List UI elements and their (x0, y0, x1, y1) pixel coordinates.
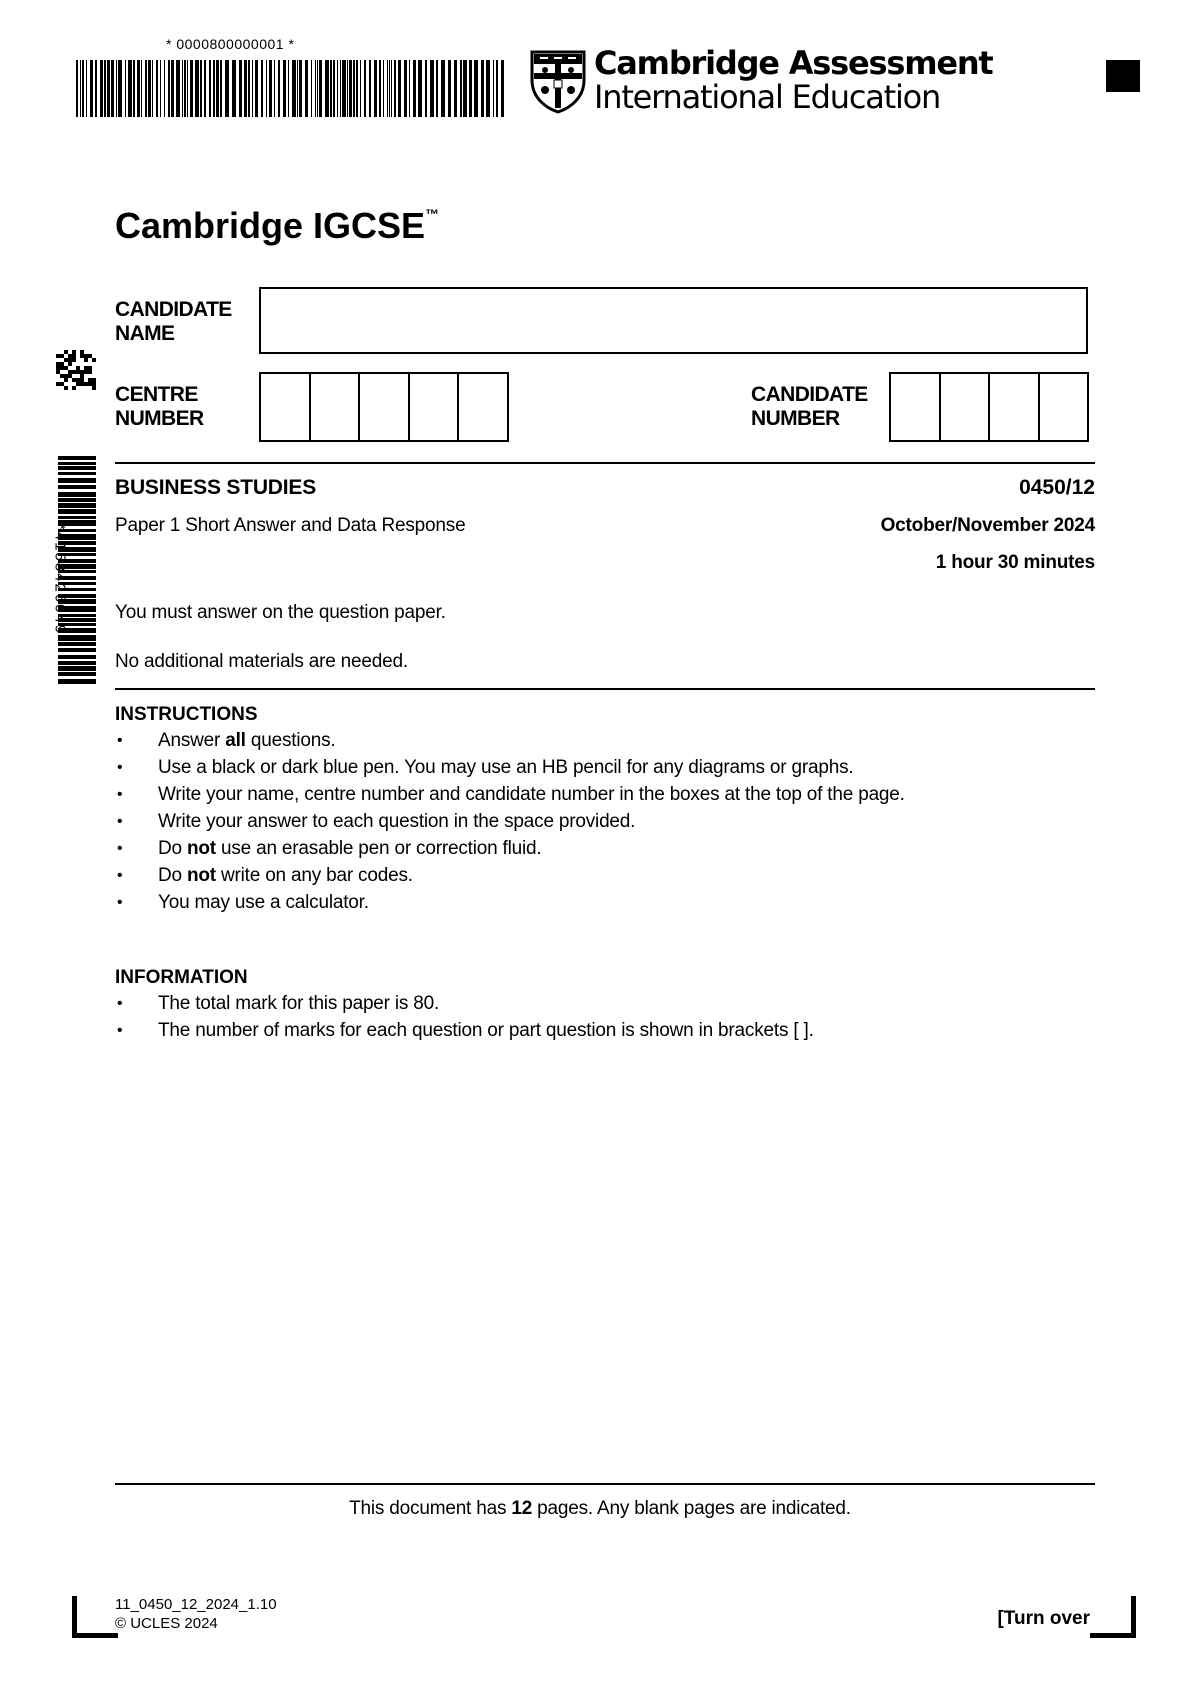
candidate-name-label-line2: NAME (115, 322, 175, 345)
centre-number-digit-box[interactable] (459, 374, 507, 440)
list-item-text: not (186, 865, 216, 886)
bullet-icon: • (117, 813, 123, 830)
bullet-icon: • (117, 732, 123, 749)
document-code: 11_0450_12_2024_1.10 (115, 1596, 277, 1613)
list-item-text: questions. (245, 730, 336, 751)
page-count-post: pages. Any blank pages are indicated. (532, 1498, 851, 1519)
page-count-pre: This document has (349, 1498, 512, 1519)
candidate-number-digit-box[interactable] (941, 374, 991, 440)
information-title: INFORMATION (115, 967, 248, 988)
candidate-number-digit-box[interactable] (1040, 374, 1088, 440)
side-barcode-number: *4158426049* (51, 523, 69, 644)
list-item-text: write on any bar codes. (215, 865, 413, 886)
qr-code (56, 350, 96, 390)
centre-number-label-line1: CENTRE (115, 383, 198, 406)
centre-number-digit-box[interactable] (410, 374, 460, 440)
list-item-text: The total mark for this paper is 80. (158, 993, 440, 1014)
centre-number-field[interactable] (259, 372, 509, 442)
copyright: © UCLES 2024 (115, 1615, 218, 1632)
qualification-name: Cambridge IGCSE (115, 205, 426, 246)
list-item (115, 808, 1095, 835)
trademark-symbol: ™ (425, 206, 440, 222)
centre-number-label-line2: NUMBER (115, 407, 204, 430)
candidate-number-label (751, 383, 868, 431)
candidate-name-field[interactable] (259, 287, 1088, 354)
instructions-list (115, 727, 1095, 916)
bullet-icon: • (117, 1022, 123, 1039)
centre-number-digit-box[interactable] (360, 374, 410, 440)
list-item-text: use an erasable pen or correction fluid. (215, 838, 542, 859)
logo-line-1: Cambridge Assessment (594, 44, 993, 82)
list-item (115, 862, 1095, 889)
candidate-number-digit-box[interactable] (891, 374, 941, 440)
candidate-number-field[interactable] (889, 372, 1089, 442)
divider-top (115, 462, 1095, 464)
paper-title: Paper 1 Short Answer and Data Response (115, 515, 466, 536)
list-item-text: You may use a calculator. (158, 892, 369, 913)
cambridge-shield-icon (530, 50, 586, 114)
centre-number-digit-box[interactable] (311, 374, 361, 440)
bullet-icon: • (117, 894, 123, 911)
exam-session: October/November 2024 (880, 515, 1095, 536)
list-item-text: not (186, 838, 216, 859)
crop-mark-left (72, 1596, 118, 1638)
page-count-note (0, 1498, 1200, 1520)
logo-wordmark (594, 46, 993, 114)
list-item (115, 835, 1095, 862)
page-count-number: 12 (511, 1498, 533, 1519)
list-item (115, 754, 1095, 781)
instructions-title: INSTRUCTIONS (115, 704, 258, 725)
centre-number-digit-box[interactable] (261, 374, 311, 440)
list-item (115, 1017, 1095, 1044)
list-item-text: Use a black or dark blue pen. You may use an HB pencil for any diagrams or graphs. (158, 757, 854, 778)
paper-code: 0450/12 (1019, 476, 1095, 499)
candidate-number-label-line2: NUMBER (751, 407, 840, 430)
list-item (115, 990, 1095, 1017)
list-item (115, 727, 1095, 754)
exam-duration: 1 hour 30 minutes (935, 552, 1095, 573)
bullet-icon: • (117, 759, 123, 776)
list-item-text: Write your answer to each question in the space provided. (158, 811, 636, 832)
qualification-title (115, 205, 439, 247)
document-reference (115, 1595, 277, 1633)
bullet-icon: • (117, 867, 123, 884)
barcode-number: * 0000800000001 * (166, 36, 295, 52)
bullet-icon: • (117, 786, 123, 803)
candidate-number-digit-box[interactable] (990, 374, 1040, 440)
answer-note: You must answer on the question paper. (115, 602, 446, 623)
list-item-text: all (225, 730, 246, 751)
divider-bottom (115, 1483, 1095, 1485)
crop-mark-right (1090, 1596, 1136, 1638)
list-item-text: Do (158, 838, 187, 859)
divider-middle (115, 688, 1095, 690)
logo-line-2: International Education (594, 78, 941, 116)
candidate-number-label-line1: CANDIDATE (751, 383, 868, 406)
list-item (115, 781, 1095, 808)
list-item-text: The number of marks for each question or part question is shown in brackets [ ]. (158, 1020, 814, 1041)
information-list (115, 990, 1095, 1044)
candidate-name-label (115, 298, 232, 346)
list-item-text: Answer (158, 730, 226, 751)
list-item-text: Write your name, centre number and candidate number in the boxes at the top of the page. (158, 784, 905, 805)
registration-square (1106, 60, 1140, 92)
list-item-text: Do (158, 865, 187, 886)
centre-number-label (115, 383, 204, 431)
turn-over-label: [Turn over (997, 1608, 1090, 1629)
list-item (115, 889, 1095, 916)
subject-title: BUSINESS STUDIES (115, 476, 317, 499)
bullet-icon: • (117, 840, 123, 857)
candidate-name-label-line1: CANDIDATE (115, 298, 232, 321)
top-barcode (76, 60, 504, 117)
bullet-icon: • (117, 995, 123, 1012)
materials-note: No additional materials are needed. (115, 651, 408, 672)
